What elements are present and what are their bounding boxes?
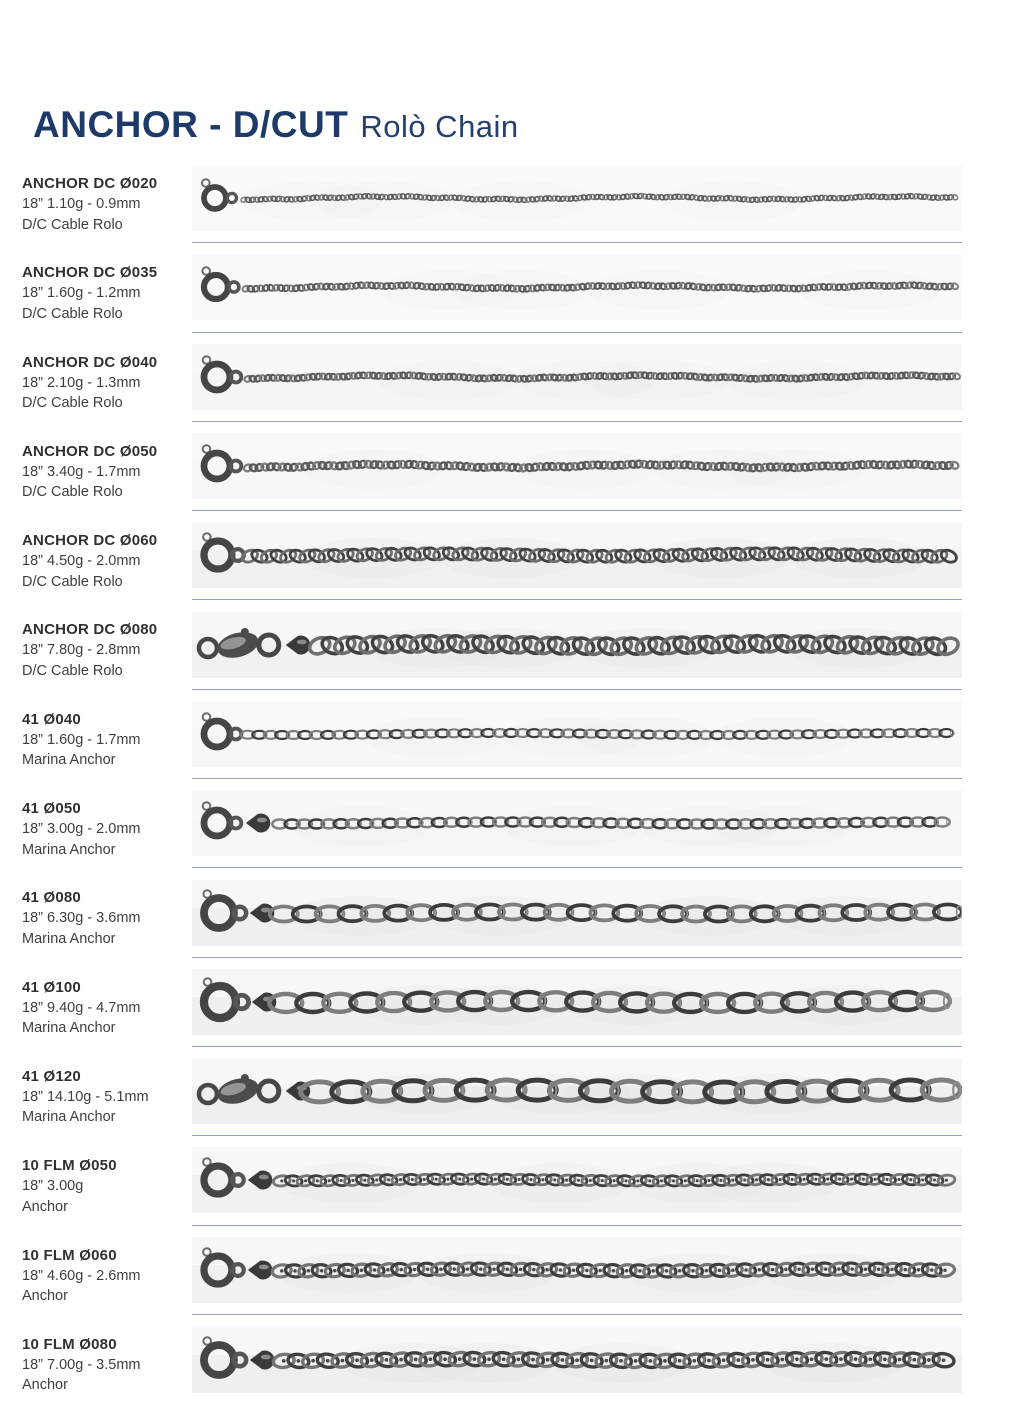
- chain-photo-cell: [192, 690, 962, 779]
- product-code: 41 Ø100: [22, 978, 81, 996]
- catalog-row: [0, 422, 1020, 511]
- chain-photo-cell: [192, 1136, 962, 1225]
- chain-photo-cell: [192, 511, 962, 600]
- page-title-main: ANCHOR - D/CUT: [33, 104, 349, 145]
- chain-photo: [192, 698, 962, 770]
- product-spec: 18” 7.00g - 3.5mm: [22, 1356, 141, 1373]
- page-title-subtitle: Rolò Chain: [360, 109, 519, 144]
- product-spec: 18” 9.40g - 4.7mm: [22, 999, 141, 1016]
- product-spec: 18” 3.00g - 2.0mm: [22, 821, 141, 838]
- product-spec: 18” 4.60g - 2.6mm: [22, 1267, 141, 1284]
- chain-photo: [192, 966, 962, 1038]
- product-code: 10 FLM Ø050: [22, 1157, 117, 1175]
- catalog-row: [0, 868, 1020, 957]
- product-label: [0, 779, 192, 868]
- catalog-row: [0, 511, 1020, 600]
- product-type: Marina Anchor: [22, 752, 116, 769]
- chain-photo-cell: [192, 600, 962, 689]
- chain-photo-cell: [192, 779, 962, 868]
- chain-photo: [192, 787, 962, 859]
- product-type: Anchor: [22, 1198, 68, 1215]
- chain-photo: [192, 1234, 962, 1306]
- product-type: D/C Cable Rolo: [22, 305, 123, 322]
- product-label: [0, 1226, 192, 1315]
- product-spec: 18” 3.40g - 1.7mm: [22, 463, 141, 480]
- chain-photo: [192, 519, 962, 591]
- product-spec: 18” 2.10g - 1.3mm: [22, 374, 141, 391]
- product-label: [0, 511, 192, 600]
- product-label: [0, 154, 192, 243]
- chain-photo-cell: [192, 868, 962, 957]
- product-type: Marina Anchor: [22, 930, 116, 947]
- chain-photo: [192, 609, 962, 681]
- product-code: 41 Ø120: [22, 1067, 81, 1085]
- chain-photo: [192, 162, 962, 234]
- product-label: [0, 600, 192, 689]
- product-code: ANCHOR DC Ø040: [22, 353, 158, 371]
- chain-photo: [192, 341, 962, 413]
- product-type: D/C Cable Rolo: [22, 662, 123, 679]
- product-label: [0, 422, 192, 511]
- product-type: Marina Anchor: [22, 1109, 116, 1126]
- chain-photo: [192, 1144, 962, 1216]
- product-spec: 18” 1.60g - 1.7mm: [22, 731, 141, 748]
- product-code: 41 Ø040: [22, 710, 81, 728]
- product-label: [0, 868, 192, 957]
- product-label: [0, 243, 192, 332]
- page-title: [0, 0, 1020, 146]
- chain-photo-cell: [192, 1047, 962, 1136]
- product-rows: [0, 154, 1020, 1404]
- product-type: Marina Anchor: [22, 841, 116, 858]
- product-code: ANCHOR DC Ø020: [22, 175, 158, 192]
- product-code: ANCHOR DC Ø035: [22, 264, 158, 282]
- product-code: 10 FLM Ø060: [22, 1246, 117, 1264]
- chain-photo: [192, 430, 962, 502]
- catalog-row: [0, 958, 1020, 1047]
- product-label: [0, 1047, 192, 1136]
- catalog-row: [0, 333, 1020, 422]
- chain-photo: [192, 251, 962, 323]
- product-type: D/C Cable Rolo: [22, 573, 123, 590]
- chain-photo-cell: [192, 154, 962, 243]
- product-code: ANCHOR DC Ø080: [22, 621, 158, 639]
- product-spec: 18” 3.00g: [22, 1178, 84, 1195]
- product-type: Marina Anchor: [22, 1020, 116, 1037]
- chain-photo-cell: [192, 1315, 962, 1404]
- chain-photo-cell: [192, 243, 962, 332]
- product-spec: 18” 7.80g - 2.8mm: [22, 642, 141, 659]
- product-spec: 18” 6.30g - 3.6mm: [22, 910, 141, 927]
- product-label: [0, 690, 192, 779]
- catalog-row: [0, 243, 1020, 332]
- product-code: ANCHOR DC Ø060: [22, 532, 158, 550]
- product-label: [0, 958, 192, 1047]
- catalog-row: [0, 154, 1020, 243]
- product-label: [0, 1136, 192, 1225]
- catalog-row: [0, 690, 1020, 779]
- product-label: [0, 1315, 192, 1404]
- product-spec: 18” 1.10g - 0.9mm: [22, 196, 141, 212]
- product-type: Anchor: [22, 1377, 68, 1394]
- catalog-row: [0, 1136, 1020, 1225]
- catalog-row: [0, 1315, 1020, 1404]
- product-type: D/C Cable Rolo: [22, 484, 123, 501]
- product-code: 41 Ø050: [22, 800, 81, 818]
- catalog-row: [0, 1047, 1020, 1136]
- product-code: ANCHOR DC Ø050: [22, 442, 158, 460]
- product-spec: 18” 1.60g - 1.2mm: [22, 285, 141, 302]
- catalog-row: [0, 1226, 1020, 1315]
- chain-photo-cell: [192, 333, 962, 422]
- product-code: 10 FLM Ø080: [22, 1335, 117, 1353]
- chain-photo: [192, 877, 962, 949]
- product-spec: 18” 14.10g - 5.1mm: [22, 1088, 149, 1105]
- chain-photo-cell: [192, 1226, 962, 1315]
- product-label: [0, 333, 192, 422]
- catalog-row: [0, 779, 1020, 868]
- product-type: D/C Cable Rolo: [22, 216, 123, 233]
- chain-photo-cell: [192, 422, 962, 511]
- chain-photo-cell: [192, 958, 962, 1047]
- product-type: Anchor: [22, 1288, 68, 1305]
- product-spec: 18” 4.50g - 2.0mm: [22, 553, 141, 570]
- product-code: 41 Ø080: [22, 889, 81, 907]
- chain-photo: [192, 1324, 962, 1396]
- catalog-row: [0, 600, 1020, 689]
- product-type: D/C Cable Rolo: [22, 395, 123, 412]
- chain-photo: [192, 1055, 962, 1127]
